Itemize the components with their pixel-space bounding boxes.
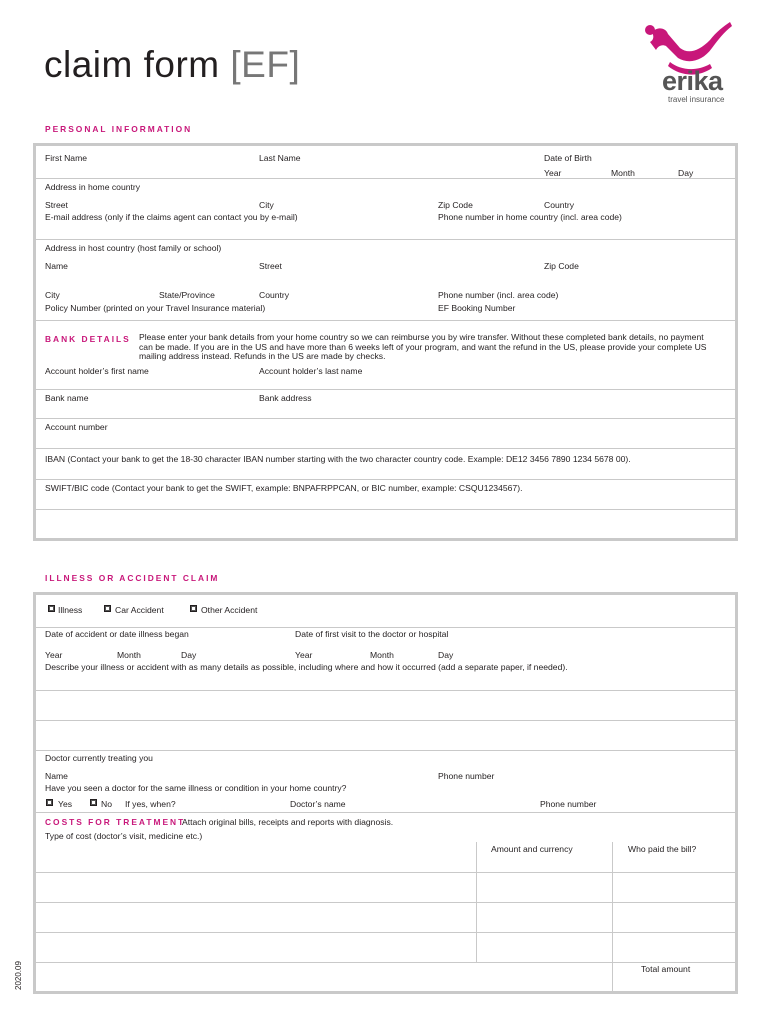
date-first-visit-label: Date of first visit to the doctor or hospital: [295, 629, 449, 639]
policy-label: Policy Number (printed on your Travel Insurance material): [45, 303, 266, 313]
iban-label: IBAN (Contact your bank to get the 18-30 character IBAN number starting with the two character country code. Example: DE12 3456 7890 1234 5678 00).: [45, 454, 631, 464]
car-accident-label: Car Accident: [115, 605, 164, 615]
street-label: Street: [45, 200, 68, 210]
address-host-label: Address in host country (host family or school): [45, 243, 222, 253]
erika-logo: [640, 18, 740, 108]
address-home-label: Address in home country: [45, 182, 141, 192]
costs-note: Attach original bills, receipts and reports with diagnosis.: [182, 817, 394, 827]
bank-heading: BANK DETAILS: [45, 334, 131, 344]
phone-label: Phone number: [540, 799, 597, 809]
personal-heading: PERSONAL INFORMATION: [45, 124, 193, 134]
last-name-label: Last Name: [259, 153, 301, 163]
if-yes-label: If yes, when?: [125, 799, 176, 809]
logo-wordmark: erika: [662, 66, 723, 96]
host-city-label: City: [45, 290, 60, 300]
began-day-label: Day: [181, 650, 197, 660]
cost-type-label: Type of cost (doctor’s visit, medicine etc.): [45, 831, 203, 841]
illness-label: Illness: [58, 605, 83, 615]
zip-label: Zip Code: [438, 200, 473, 210]
first-name-label: First Name: [45, 153, 88, 163]
no-checkbox[interactable]: [90, 799, 97, 806]
country-label: Country: [544, 200, 575, 210]
claim-heading: ILLNESS OR ACCIDENT CLAIM: [45, 573, 220, 583]
visit-day-label: Day: [438, 650, 454, 660]
holder-first-label: Account holder’s first name: [45, 366, 149, 376]
dob-year-label: Year: [544, 168, 562, 178]
other-accident-checkbox[interactable]: [190, 605, 197, 612]
state-label: State/Province: [159, 290, 215, 300]
date-began-label: Date of accident or date illness began: [45, 629, 189, 639]
dob-month-label: Month: [611, 168, 635, 178]
seen-doctor-label: Have you seen a doctor for the same illness or condition in your home country?: [45, 783, 347, 793]
doctors-name-label: Doctor’s name: [290, 799, 346, 809]
visit-month-label: Month: [370, 650, 394, 660]
version-label: 2020.09: [14, 961, 23, 990]
visit-year-label: Year: [295, 650, 313, 660]
other-accident-label: Other Accident: [201, 605, 258, 615]
host-street-label: Street: [259, 261, 282, 271]
account-number-label: Account number: [45, 422, 108, 432]
host-zip-label: Zip Code: [544, 261, 579, 271]
phone-home-label: Phone number in home country (incl. area code): [438, 212, 622, 222]
logo-tagline: travel insurance: [668, 95, 725, 104]
dob-day-label: Day: [678, 168, 694, 178]
began-month-label: Month: [117, 650, 141, 660]
holder-last-label: Account holder’s last name: [259, 366, 363, 376]
amount-label: Amount and currency: [491, 844, 573, 854]
host-country-label: Country: [259, 290, 290, 300]
illness-checkbox[interactable]: [48, 605, 55, 612]
total-amount-label: Total amount: [641, 964, 691, 974]
no-label: No: [101, 799, 112, 809]
doctor-name-label: Name: [45, 771, 68, 781]
swift-label: SWIFT/BIC code (Contact your bank to get the SWIFT, example: BNPAFRPPCAN, or BIC number, example: CSQU1234567).: [45, 483, 523, 493]
car-accident-checkbox[interactable]: [104, 605, 111, 612]
yes-checkbox[interactable]: [46, 799, 53, 806]
costs-heading: COSTS FOR TREATMENT: [45, 817, 186, 827]
began-year-label: Year: [45, 650, 63, 660]
email-label: E-mail address (only if the claims agent can contact you by e-mail): [45, 212, 298, 222]
host-name-label: Name: [45, 261, 68, 271]
describe-label: Describe your illness or accident with as many details as possible, including where and how it occurred (add a separate paper, if needed).: [45, 662, 568, 672]
city-label: City: [259, 200, 274, 210]
bank-instructions: Please enter your bank details from your home country so we can reimburse you by wire transfer. Without these completed bank details, no payment can be made. If you are in the US and have more than 6 weeks left of your program, and want the refund in the US, please provide your complete US mailing address instead. Refunds in the US are made by checks.: [139, 332, 707, 362]
host-phone-label: Phone number (incl. area code): [438, 290, 559, 300]
doctor-phone-label: Phone number: [438, 771, 495, 781]
dob-label: Date of Birth: [544, 153, 592, 163]
doctor-treating-label: Doctor currently treating you: [45, 753, 153, 763]
booking-label: EF Booking Number: [438, 303, 516, 313]
bank-name-label: Bank name: [45, 393, 89, 403]
page-title: claim form [EF]: [44, 44, 301, 85]
who-paid-label: Who paid the bill?: [628, 844, 697, 854]
bank-address-label: Bank address: [259, 393, 312, 403]
yes-label: Yes: [58, 799, 73, 809]
